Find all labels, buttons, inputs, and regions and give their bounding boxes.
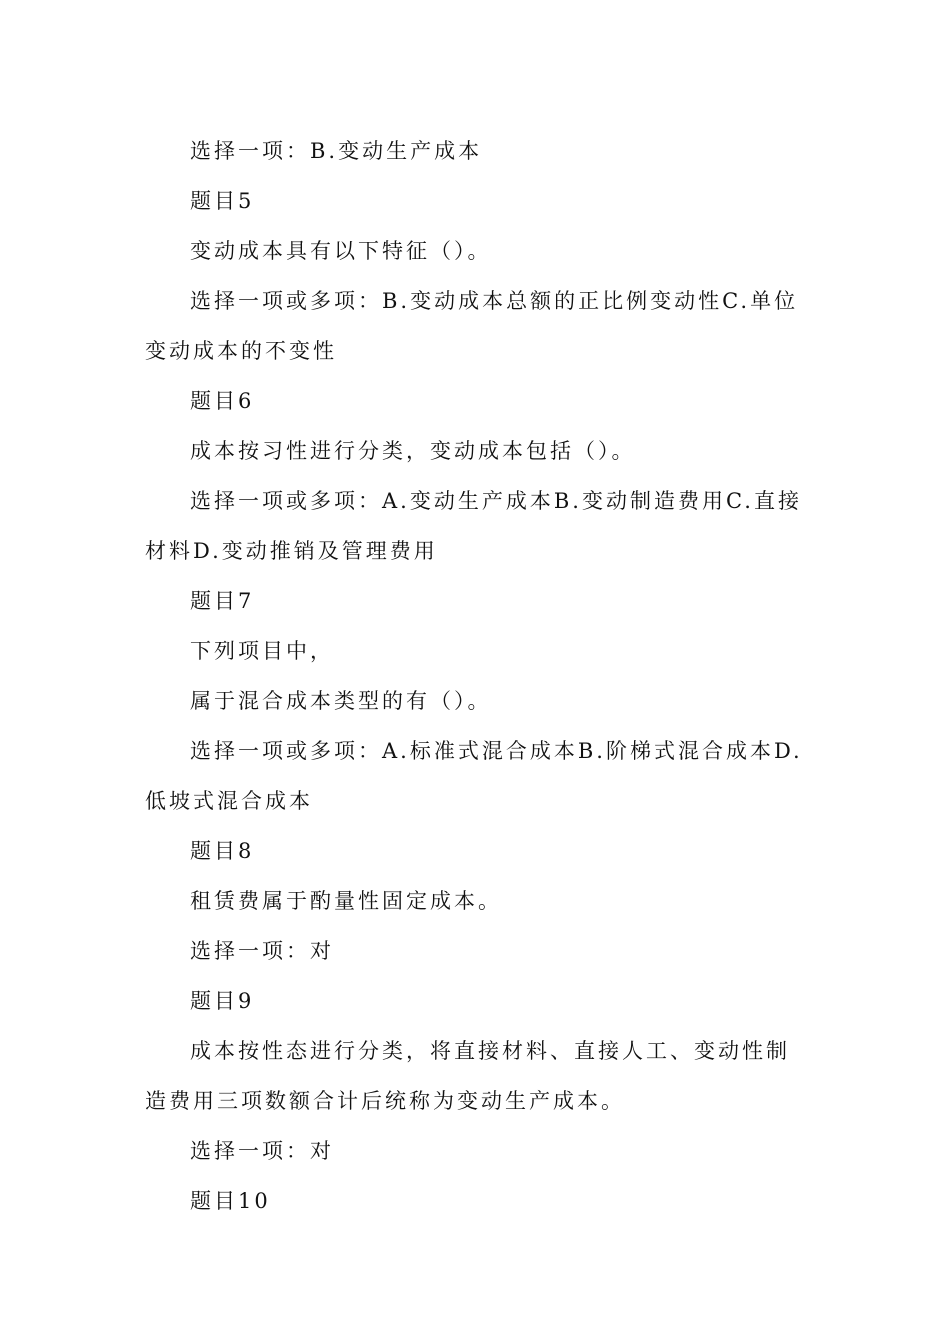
question-number: 题目6 — [190, 389, 255, 413]
question-text: 下列项目中， — [190, 639, 334, 663]
question-number: 题目9 — [190, 989, 255, 1013]
answer-line: 选择一项：B.变动生产成本 — [190, 139, 483, 163]
question-text: 成本按性态进行分类，将直接材料、直接人工、变动性制造费用三项数额合计后统称为变动生产成本。 — [145, 1039, 790, 1113]
question-number: 题目5 — [190, 189, 255, 213]
question-text: 成本按习性进行分类，变动成本包括（）。 — [190, 439, 636, 463]
answer-line: 选择一项：对 — [190, 1139, 334, 1163]
document-page — [145, 126, 805, 1226]
question-text: 属于混合成本类型的有（）。 — [190, 689, 492, 713]
question-number: 题目8 — [190, 839, 255, 863]
answer-line: 选择一项或多项：B.变动成本总额的正比例变动性C.单位变动成本的不变性 — [145, 289, 799, 363]
question-text: 租赁费属于酌量性固定成本。 — [190, 889, 502, 913]
answer-line: 选择一项或多项：A.变动生产成本B.变动制造费用C.直接材料D.变动推销及管理费用 — [145, 489, 802, 563]
answer-line: 选择一项或多项：A.标准式混合成本B.阶梯式混合成本D.低坡式混合成本 — [145, 739, 803, 813]
question-number: 题目7 — [190, 589, 255, 613]
question-number: 题目10 — [190, 1189, 271, 1213]
answer-line: 选择一项：对 — [190, 939, 334, 963]
question-text: 变动成本具有以下特征（）。 — [190, 239, 492, 263]
